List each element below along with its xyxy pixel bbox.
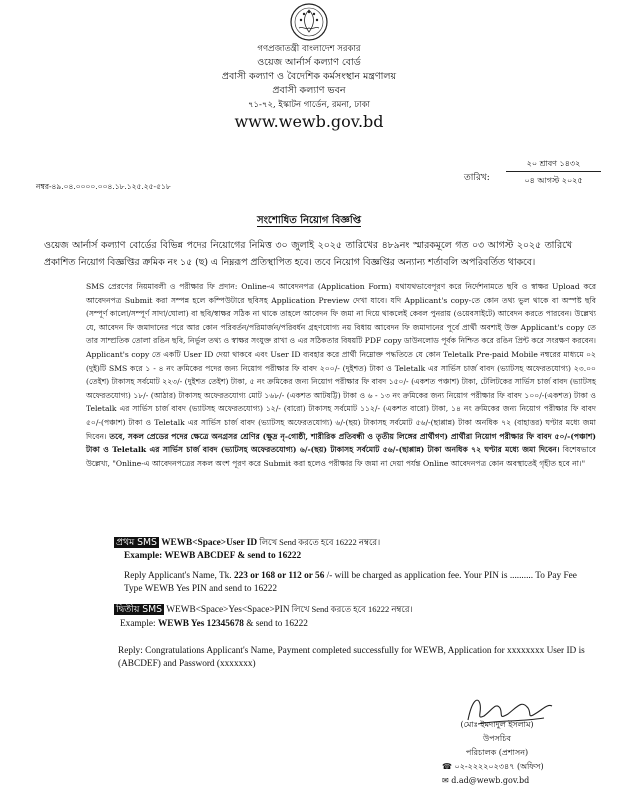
email-icon: ✉ [442,776,452,785]
intro-paragraph: ওয়েজ আর্নার্স কল্যাণ বোর্ডের বিভিন্ন পদের নিয়োগের নিমিত্ত ৩০ জুলাই ২০২৫ তারিখের ৪৮৯নং স্মারকমূলে গত ০৩ আগস্ট ২০২৫ তারিখে প্রকাশিত নিয়োগ বিজ্ঞপ্তির ক্রমিক নং ১৫ (ছ) এ নিম্নরূপ প্রতিস্থাপিত হবে। তবে নিয়োগ বিজ্ঞপ্তির অন্যান্য শর্তাবলি অপরিবর্তিত থাকবে। [44,240,572,268]
notice-title [0,213,618,230]
second-sms-format: WEWB<Space>Yes<Space>PIN [164,605,290,615]
second-sms-line [114,603,413,617]
first-reply-end: /- will be charged as application fee. Your PIN is .......... To Pay Fee Type WEWB Yes PIN and send to 16222 [124,571,577,594]
signatory-name: (মোঃ ইমদাদুল ইসলাম) [460,720,534,729]
signatory-email-text: d.ad@wewb.gov.bd [451,776,530,785]
second-sms-tag: দ্বিতীয় SMS [116,604,163,615]
letterhead-building: প্রবাসী কল্যাণ ভবন [272,85,346,96]
first-sms-line [114,536,380,550]
second-sms-example [120,619,308,629]
first-reply-start: Reply Applicant's Name, Tk. [124,571,234,581]
government-emblem-icon [289,2,329,42]
date-english: ০৪ আগস্ট ২০২৫ [524,176,583,185]
rules-part-1: SMS প্রেরণের নিয়মাবলী ও পরীক্ষার ফি প্রদান: Online-এ আবেদনপত্র (Application Form) যথাযথভাবেপূরণ করে নির্দেশনামতে ছবি ও স্বাক্ষর Upload করে আবেদনপত্র Submit করা সম্পন্ন হলে কম্পিউটারে ছবিসহ Application Preview দেখা যাবে। যদি Applicant's copy-তে কোন তথ্য ভুল থাকে বা অস্পষ্ট ছবি (সম্পূর্ণ কালো/সম্পূর্ণ সাদা/ঘোলা) বা ছবি/স্বাক্ষর সঠিক না থাকে তাহলে আবেদন ফি জমা না দিয়ে থাকলেই কেবল পুনরায় (ওয়েবসাইটে) আবেদন করতে পারবেন। উল্লেখ্য যে, আবেদন ফি জমাদানের পরে আর কোন পরিবর্তন/পরিমার্জন/পরিবর্ধন গ্রহণযোগ্য নয় বিধায় আবেদন ফি জমাদানের পূর্বে প্রার্থী অবশ্যই উক্ত Applicant's copy তে তার সাম্প্রতিক তোলা রঙিন ছবি, নির্ভুল তথ্য ও স্বাক্ষর সংযুক্ত রাখা ও এর সঠিকতার বিষয়টি PDF copy ডাউনলোড পূর্বক নিশ্চিত করে রঙিন প্রিন্ট করে সংরক্ষণ করবেন। Applicant's copy তে একটি User ID দেয়া থাকবে এবং User ID ব্যবহার করে প্রার্থী নিম্নোক্ত পদ্ধতিতে যে কোন Teletalk Pre-paid Mobile নম্বরের মাধ্যমে ০২ (দুই)টি SMS করে ১ - ৪ নং ক্রমিকের পদের জন্য নিয়োগ পরীক্ষার ফি বাবদ ২০০/- (দুইশত) টাকা ও Teletalk এর সার্ভিস চার্জ বাবদ (ভ্যাটসহ অফেরতযোগ্য) ২৩.০০ (তেইশ) টাকাসহ সর্বমোট ২২৩/- (দুইশত তেইশ) টাকা, ৫ নং ক্রমিকের জন্য নিয়োগ পরীক্ষার ফি বাবদ ১৫০/- (একশত পঞ্চাশ) টাকা, টেলিটকের সার্ভিস চার্জ বাবদ (ভ্যাটসহ অফেরতযোগ্য) ১৮/- (আঠার) টাকাসহ অফেরতযোগ্য মোট ১৬৮/- (একশত আটষট্টি) টাকা ও ৬ - ১৩ নং ক্রমিকের জন্য নিয়োগ পরীক্ষার ফি বাবদ ১০০/-(একশত) টাকা ও Teletalk এর সার্ভিস চার্জ বাবদ (ভ্যাটসহ অফেরতযোগ্য) ১২/- (বারো) টাকাসহ সর্বমোট ১১২/- (একশত বারো) টাকা, ১৪ নং ক্রমিকের জন্য নিয়োগ পরীক্ষার ফি বাবদ ৫০/-(পঞ্চাশ) টাকা ও Teletalk এর সার্ভিস চার্জ বাবদ (ভ্যাটসহ অফেরতযোগ্য) ৬/-(ছয়) টাকাসহ সর্বমোট ৫৬/-(ছাপ্পান্ন) টাকা অনধিক ৭২ (বাহাত্তর) ঘণ্টার মধ্যে জমা দিবেন। [86,282,596,441]
signatory-designation: উপসচিব [482,734,511,743]
date-label: তারিখ: [464,173,490,183]
notice-title-text: সংশোধিত নিয়োগ বিজ্ঞপ্তি [257,215,361,226]
first-sms-example [124,551,301,561]
second-example-tail: & send to 16222 [243,619,308,629]
date-divider [506,171,601,172]
signatory-role: পরিচালক (প্রশাসন) [465,748,529,757]
letterhead-ministry: প্রবাসী কল্যাণ ও বৈদেশিক কর্মসংস্থান মন্ত্রণালয় [221,71,397,82]
signatory-email[interactable] [442,774,592,788]
sms-rules-paragraph [86,280,596,470]
memo-number: নম্বর-৪৯.০৪.০০০০.০০৪.১৮.১২৫.২৫-৫১৮ [36,182,171,191]
rules-part-2-bold: তবে, সকল প্রেডের পদের ক্ষেত্রে অনগ্রসর শ্রেণির (ক্ষুদ্র নৃ-গোষ্ঠী, শারীরিক প্রতিবন্ধী ও তৃতীয় লিঙ্গের প্রার্থীগণ) প্রার্থীরা নিয়োগ পরীক্ষার ফি বাবদ ৫০/-(পঞ্চাশ) টাকা ও Teletalk এর সার্ভিস চার্জ বাবদ (ভ্যাটসহ অফেরতযোগ্য) ৬/-(ছয়) টাকাসহ সর্বমোট ৫৬/-(ছাপ্পান্ন) টাকা অনধিক ৭২ ঘণ্টার মধ্যে জমা দিবেন। [86,431,597,455]
website-link[interactable]: www.wewb.gov.bd [234,112,384,131]
first-sms-instruction: লিখে Send করতে হবে 16222 নম্বরে। [257,537,381,547]
letterhead-government: গণপ্রজাতন্ত্রী বাংলাদেশ সরকার [257,44,361,54]
date-bangla: ২০ শ্রাবণ ১৪৩২ [526,159,581,168]
second-sms-reply: Reply: Congratulations Applicant's Name, Payment completed successfully for WEWB, Application for xxxxxxxx User ID is (ABCDEF) and Password (xxxxxxx) [118,646,585,669]
first-sms-format: WEWB<Space>User ID [161,538,258,548]
rules-part-3: বিশেষভাবে উল্লেখ্য, "Online-এ আবেদনপত্রের সকল অংশ পূরণ করে Submit করা হলেও পরীক্ষার ফি জমা না দেয়া পর্যন্ত Online আবেদনপত্র কোন অবস্থাতেই গৃহীত হবে না।" [86,445,596,468]
letterhead-board: ওয়েজ আর্নার্স কল্যাণ বোর্ড [257,57,361,68]
second-example-label: Example: [120,619,158,629]
first-sms-tag: প্রথম SMS [116,537,157,548]
second-sms-instruction: লিখে Send করতে হবে 16222 নম্বরে। [289,604,413,614]
first-sms-reply [124,570,594,596]
signatory-phone-text: ০২-২২২২০২৩৪৭ (অফিস) [454,762,544,771]
first-sms-example-text: Example: WEWB ABCDEF & send to 16222 [124,551,302,561]
second-example-value: WEWB Yes 12345678 [157,619,244,629]
first-reply-amounts: 223 or 168 or 112 or 56 [233,571,325,581]
letterhead-address: ৭১-৭২, ইস্কাটন গার্ডেন, রমনা, ঢাকা [248,100,370,110]
letterhead [0,42,618,131]
phone-icon: ☎ [442,762,455,771]
signatory-block [442,718,592,788]
signatory-phone [442,760,592,774]
